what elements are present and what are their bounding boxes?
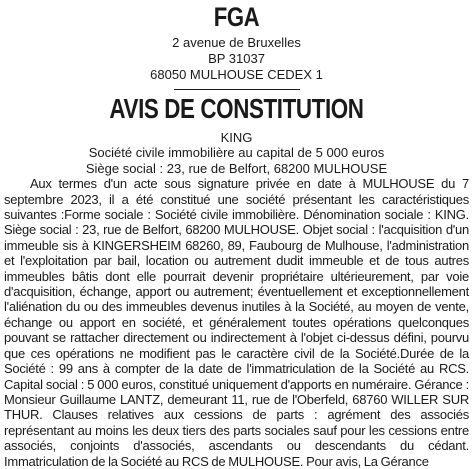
company-type: Société civile immobilière au capital de 5 000 euros xyxy=(88,145,385,161)
company-block xyxy=(4,130,469,176)
notice-body: Aux termes d'un acte sous signature privée en date à MULHOUSE du 7 septembre 2023, il a été constitué une société présentant les caractéristiques suivantes :Forme sociale : Société civile immobilière. Dénomination sociale : KING. Siège social : 23, rue de Belfort, 68200 MULHOUSE. Objet social : l'acquisition d'un immeuble sis à KINGERSHEIM 68260, 89, Faubourg de Mulhouse, l'administration et l'exploitation par bail, location ou autrement dudit immeuble et de tous autres immeubles bâtis dont elle pourrait devenir propriétaire ultérieurement, par voie d'acquisition, échange, apport ou autrement; éventuellement et exceptionnellement l'aliénation du ou des immeubles devenus inutiles à la Société, au moyen de vente, échange ou apport en société, et généralement toutes opérations quelconques pouvant se rattacher directement ou indirectement à l'objet ci-dessus défini, pourvu que ces opérations ne modifient pas le caractère civil de la Société.Durée de la Société : 99 ans à compter de la date de l'immatriculation de la Société au RCS. Capital social : 5 000 euros, constitué uniquement d'apports en numéraire. Gérance : Monsieur Guillaume LANTZ, demeurant 11, rue de l'Oberfeld, 68760 WILLER SUR THUR. Clauses relatives aux cessions de parts : agrément des associés représentant au moins les deux tiers des parts sociales sauf pour les cessions entre associés, conjoints d'associés, ascendants ou descendants du cédant. Immatriculation de la Société au RCS de MULHOUSE. Pour avis, La Gérance xyxy=(4,176,469,469)
address-line-city: 68050 MULHOUSE CEDEX 1 xyxy=(150,67,323,82)
firm-name: FGA xyxy=(213,2,260,32)
company-name: KING xyxy=(220,130,253,145)
address-line-po-box: BP 31037 xyxy=(208,51,265,66)
address-line-street: 2 avenue de Bruxelles xyxy=(172,35,301,50)
notice-title: AVIS DE CONSTITUTION xyxy=(109,93,364,124)
legal-notice xyxy=(4,0,469,469)
company-seat: Siège social : 23, rue de Belfort, 68200 MULHOUSE xyxy=(85,160,388,176)
divider-rule xyxy=(174,89,300,90)
firm-address xyxy=(4,35,469,83)
